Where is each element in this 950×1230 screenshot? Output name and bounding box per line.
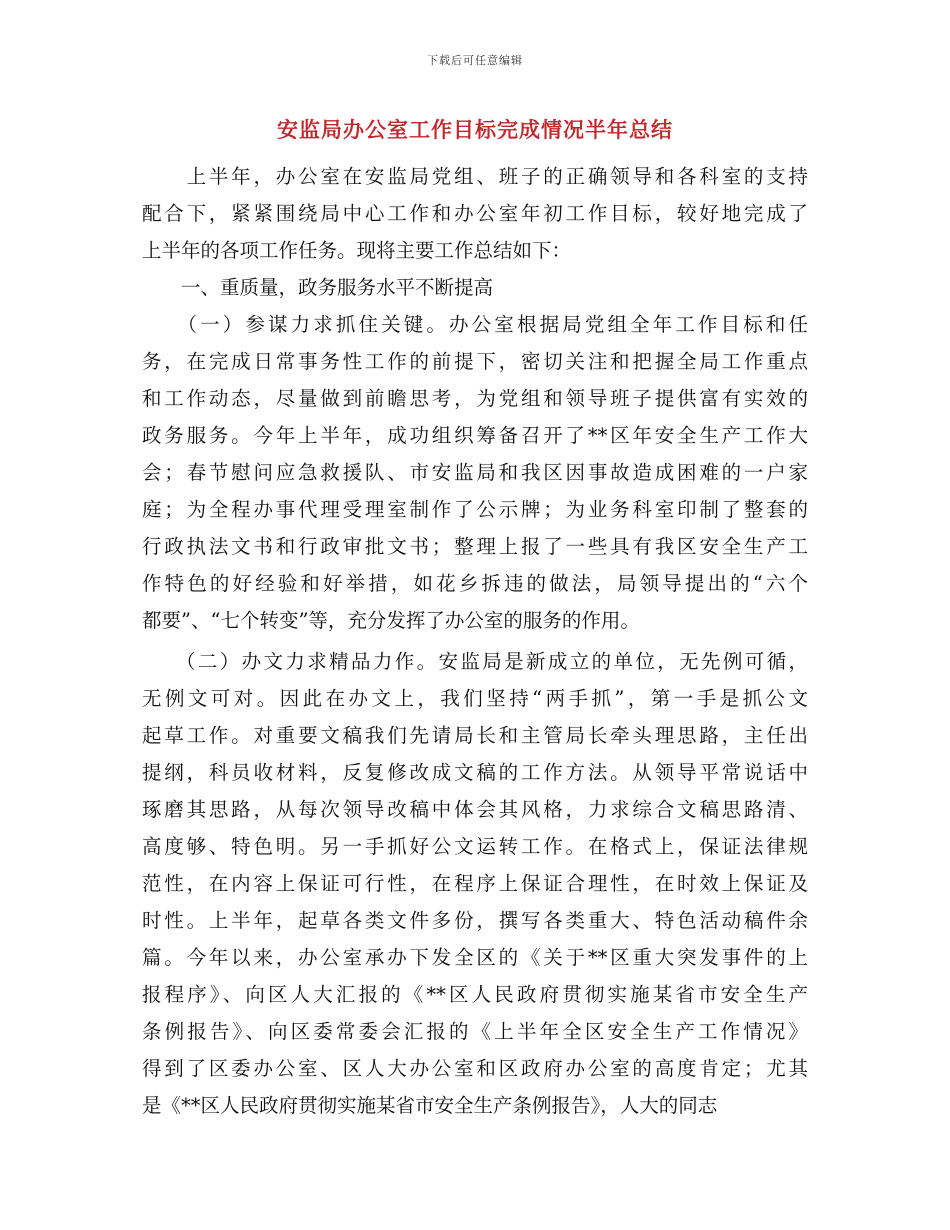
paragraph xyxy=(142,643,808,1124)
paragraph-line: 起草工作。对重要文稿我们先请局长和主管局长牵头理思路，主任出 xyxy=(142,724,808,747)
paragraph-line: 报程序》、向区人大汇报的《**区人民政府贯彻实施某省市安全生产 xyxy=(142,983,808,1006)
paragraph-line: 琢磨其思路，从每次领导改稿中体会其风格，力求综合文稿思路清、 xyxy=(142,798,808,821)
paragraph-line: （二）办文力求精品力作。安监局是新成立的单位，无先例可循， xyxy=(142,650,808,673)
paragraph xyxy=(142,269,808,306)
paragraph xyxy=(142,306,808,639)
paragraph-line: 作特色的好经验和好举措，如花乡拆违的做法，局领导提出的“六个 xyxy=(142,572,808,595)
paragraph-line: （一）参谋力求抓住关键。办公室根据局党组全年工作目标和任 xyxy=(142,313,808,336)
document-title: 安监局办公室工作目标完成情况半年总结 xyxy=(277,117,673,142)
paragraph-line: 得到了区委办公室、区人大办公室和区政府办公室的高度肯定；尤其 xyxy=(142,1057,808,1080)
paragraph-line: 提纲，科员收材料，反复修改成文稿的工作方法。从领导平常说话中 xyxy=(142,761,808,784)
page-header-note: 下载后可任意编辑 xyxy=(427,54,523,67)
paragraph-line: 上半年，办公室在安监局党组、班子的正确领导和各科室的支持 xyxy=(142,165,808,188)
document-body xyxy=(142,158,808,1124)
paragraph-line: 务，在完成日常事务性工作的前提下，密切关注和把握全局工作重点 xyxy=(142,350,808,373)
paragraph-line: 是《**区人民政府贯彻实施某省市安全生产条例报告》，人大的同志 xyxy=(142,1094,718,1117)
paragraph-line: 会；春节慰问应急救援队、市安监局和我区因事故造成困难的一户家 xyxy=(142,461,808,484)
paragraph-line: 无例文可对。因此在办文上，我们坚持“两手抓”，第一手是抓公文 xyxy=(142,687,808,710)
paragraph-line: 时性。上半年，起草各类文件多份，撰写各类重大、特色活动稿件余 xyxy=(142,909,808,932)
paragraph-line: 一、重质量，政务服务水平不断提高 xyxy=(142,276,494,299)
paragraph-line: 庭；为全程办事代理受理室制作了公示牌；为业务科室印制了整套的 xyxy=(142,498,808,521)
paragraph-line: 篇。今年以来，办公室承办下发全区的《关于**区重大突发事件的上 xyxy=(142,946,808,969)
paragraph-line: 高度够、特色明。另一手抓好公文运转工作。在格式上，保证法律规 xyxy=(142,835,808,858)
paragraph xyxy=(142,158,808,269)
paragraph-line: 条例报告》、向区委常委会汇报的《上半年全区安全生产工作情况》 xyxy=(142,1020,808,1043)
paragraph-line: 配合下，紧紧围绕局中心工作和办公室年初工作目标，较好地完成了 xyxy=(142,202,808,225)
paragraph-line: 都要”、“七个转变”等，充分发挥了办公室的服务的作用。 xyxy=(142,609,640,632)
paragraph-line: 行政执法文书和行政审批文书；整理上报了一些具有我区安全生产工 xyxy=(142,535,808,558)
paragraph-line: 上半年的各项工作任务。现将主要工作总结如下： xyxy=(142,239,572,262)
paragraph-line: 和工作动态，尽量做到前瞻思考，为党组和领导班子提供富有实效的 xyxy=(142,387,808,410)
paragraph-line: 范性，在内容上保证可行性，在程序上保证合理性，在时效上保证及 xyxy=(142,872,808,895)
paragraph-line: 政务服务。今年上半年，成功组织筹备召开了**区年安全生产工作大 xyxy=(142,424,808,447)
